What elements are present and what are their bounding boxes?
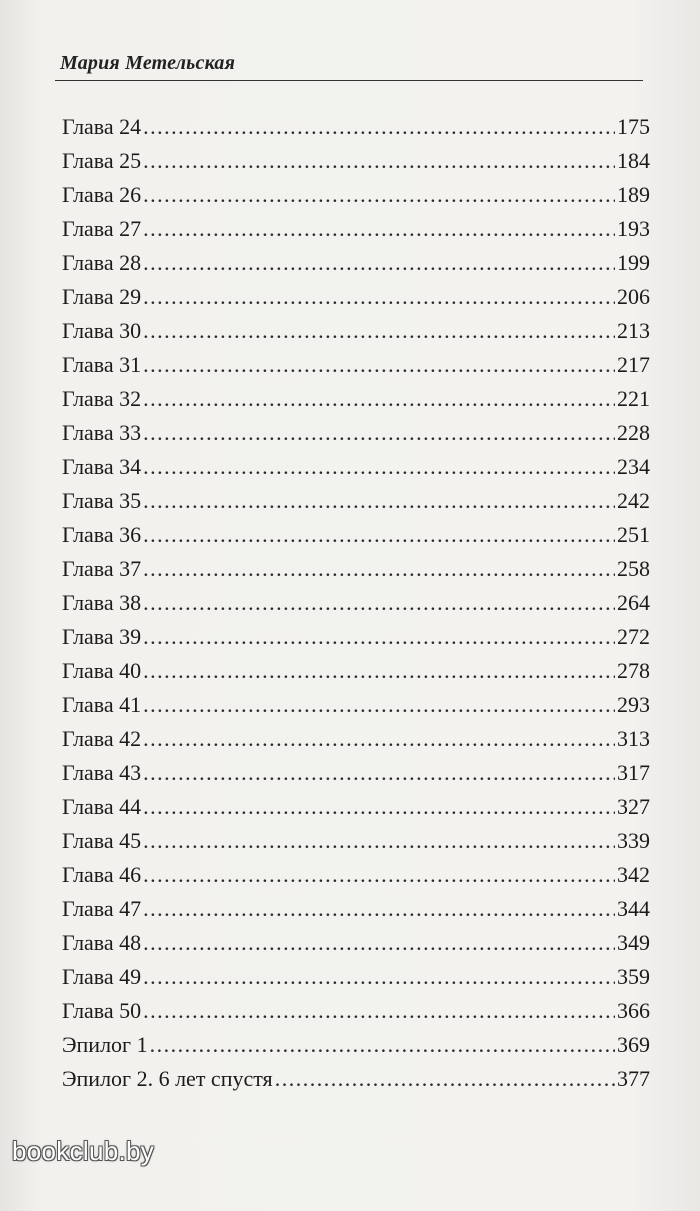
toc-entry-title: Глава 39 — [62, 624, 142, 649]
toc-entry — [62, 586, 650, 620]
toc-entry-page-number: 349 — [617, 930, 650, 955]
toc-dot-leader — [143, 790, 615, 824]
toc-entry-page-number: 366 — [617, 998, 650, 1023]
toc-entry — [62, 178, 650, 212]
toc-dot-leader — [143, 416, 615, 450]
toc-dot-leader — [143, 654, 615, 688]
toc-dot-leader — [143, 858, 615, 892]
toc-dot-leader — [143, 824, 615, 858]
toc-entry — [62, 722, 650, 756]
toc-entry-page-number: 342 — [617, 862, 650, 887]
toc-entry-title: Глава 35 — [62, 488, 142, 513]
toc-entry-page-number: 359 — [617, 964, 650, 989]
toc-entry — [62, 790, 650, 824]
toc-entry-title: Глава 28 — [62, 250, 142, 275]
toc-dot-leader — [143, 212, 615, 246]
toc-entry-title: Глава 29 — [62, 284, 142, 309]
toc-entry-title: Глава 40 — [62, 658, 142, 683]
toc-entry-page-number: 199 — [617, 250, 650, 275]
toc-entry — [62, 212, 650, 246]
toc-entry-page-number: 189 — [617, 182, 650, 207]
toc-entry-page-number: 175 — [617, 114, 650, 139]
toc-entry-page-number: 377 — [617, 1066, 650, 1091]
toc-entry-title: Глава 37 — [62, 556, 142, 581]
toc-entry-page-number: 206 — [617, 284, 650, 309]
toc-dot-leader — [143, 960, 615, 994]
toc-entry-title: Глава 44 — [62, 794, 142, 819]
toc-entry — [62, 654, 650, 688]
toc-entry — [62, 824, 650, 858]
toc-entry-page-number: 242 — [617, 488, 650, 513]
toc-entry — [62, 756, 650, 790]
toc-entry-page-number: 184 — [617, 148, 650, 173]
toc-dot-leader — [143, 926, 615, 960]
toc-entry-title: Глава 27 — [62, 216, 142, 241]
toc-entry — [62, 144, 650, 178]
toc-entry-page-number: 317 — [617, 760, 650, 785]
toc-dot-leader — [143, 484, 615, 518]
toc-dot-leader — [143, 450, 615, 484]
toc-dot-leader — [143, 348, 615, 382]
toc-dot-leader — [143, 144, 615, 178]
toc-entry-title: Глава 41 — [62, 692, 142, 717]
toc-dot-leader — [143, 722, 615, 756]
toc-dot-leader — [143, 756, 615, 790]
toc-dot-leader — [143, 314, 615, 348]
toc-entry-title: Глава 49 — [62, 964, 142, 989]
toc-entry-page-number: 217 — [617, 352, 650, 377]
toc-entry-page-number: 272 — [617, 624, 650, 649]
toc-entry — [62, 552, 650, 586]
toc-dot-leader — [143, 280, 615, 314]
toc-dot-leader — [143, 586, 615, 620]
toc-entry-title: Глава 24 — [62, 114, 142, 139]
toc-entry-page-number: 193 — [617, 216, 650, 241]
toc-dot-leader — [143, 552, 615, 586]
toc-entry — [62, 960, 650, 994]
watermark-logo: bookclub.by — [12, 1136, 155, 1166]
toc-entry — [62, 450, 650, 484]
toc-entry-title: Глава 25 — [62, 148, 142, 173]
toc-dot-leader — [143, 994, 615, 1028]
toc-entry-title: Глава 42 — [62, 726, 142, 751]
toc-entry-title: Глава 43 — [62, 760, 142, 785]
toc-entry-page-number: 234 — [617, 454, 650, 479]
toc-entry — [62, 1062, 650, 1096]
header-rule — [55, 80, 643, 81]
toc-entry — [62, 280, 650, 314]
toc-entry — [62, 484, 650, 518]
toc-dot-leader — [143, 246, 615, 280]
toc-entry-page-number: 264 — [617, 590, 650, 615]
toc-entry-page-number: 339 — [617, 828, 650, 853]
toc-entry — [62, 110, 650, 144]
toc-entry-title: Глава 26 — [62, 182, 142, 207]
toc-entry — [62, 382, 650, 416]
toc-entry — [62, 348, 650, 382]
toc-entry-page-number: 251 — [617, 522, 650, 547]
toc-dot-leader — [143, 382, 615, 416]
toc-entry — [62, 892, 650, 926]
toc-dot-leader — [275, 1062, 615, 1096]
toc-entry-title: Глава 31 — [62, 352, 142, 377]
toc-entry-page-number: 313 — [617, 726, 650, 751]
toc-entry-title: Глава 47 — [62, 896, 142, 921]
toc-entry-title: Глава 33 — [62, 420, 142, 445]
toc-entry-title: Глава 46 — [62, 862, 142, 887]
toc-entry — [62, 518, 650, 552]
toc-entry-page-number: 278 — [617, 658, 650, 683]
toc-dot-leader — [143, 892, 615, 926]
toc-entry-title: Глава 30 — [62, 318, 142, 343]
running-head-author: Мария Метельская — [60, 52, 236, 74]
table-of-contents — [62, 110, 650, 1096]
toc-entry-title: Эпилог 1 — [62, 1032, 148, 1057]
toc-entry-title: Глава 50 — [62, 998, 142, 1023]
toc-dot-leader — [143, 178, 615, 212]
toc-entry-page-number: 221 — [617, 386, 650, 411]
toc-entry — [62, 1028, 650, 1062]
toc-entry-title: Глава 34 — [62, 454, 142, 479]
toc-entry — [62, 620, 650, 654]
toc-entry-title: Глава 48 — [62, 930, 142, 955]
toc-entry — [62, 926, 650, 960]
toc-entry — [62, 688, 650, 722]
toc-entry-title: Глава 45 — [62, 828, 142, 853]
toc-entry-page-number: 327 — [617, 794, 650, 819]
toc-entry-page-number: 369 — [617, 1032, 650, 1057]
toc-entry-page-number: 213 — [617, 318, 650, 343]
toc-entry-page-number: 293 — [617, 692, 650, 717]
toc-entry-title: Глава 36 — [62, 522, 142, 547]
toc-entry — [62, 416, 650, 450]
toc-entry-title: Глава 32 — [62, 386, 142, 411]
toc-dot-leader — [143, 688, 615, 722]
toc-dot-leader — [143, 518, 615, 552]
toc-entry — [62, 994, 650, 1028]
toc-dot-leader — [150, 1028, 615, 1062]
toc-entry — [62, 246, 650, 280]
toc-entry-page-number: 344 — [617, 896, 650, 921]
toc-entry-page-number: 228 — [617, 420, 650, 445]
toc-entry — [62, 858, 650, 892]
toc-entry — [62, 314, 650, 348]
toc-dot-leader — [143, 620, 615, 654]
toc-entry-title: Глава 38 — [62, 590, 142, 615]
toc-entry-page-number: 258 — [617, 556, 650, 581]
toc-dot-leader — [143, 110, 615, 144]
toc-entry-title: Эпилог 2. 6 лет спустя — [62, 1066, 273, 1091]
